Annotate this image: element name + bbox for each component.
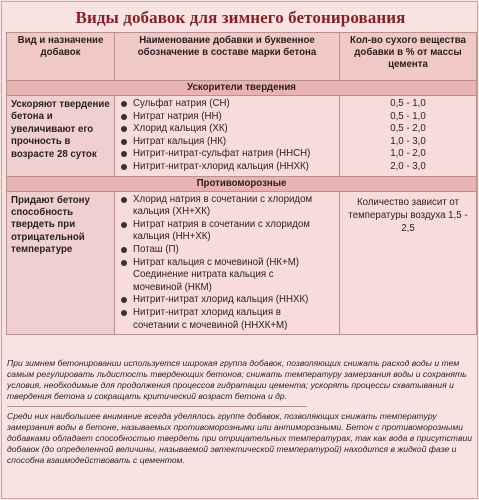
additive-amount: 2,0 - 3,0 (390, 160, 426, 172)
list-item (119, 307, 336, 332)
list-item (119, 194, 336, 219)
additive-name: Нитрат кальция с мочевиной (НК+М) (133, 256, 299, 268)
section-title-antifreeze: Противоморозные (7, 176, 477, 191)
additive-name: Хлорид кальция (ХК) (133, 123, 228, 135)
bullet-icon (121, 126, 127, 132)
list-item (119, 294, 336, 307)
bullet-icon (121, 222, 127, 228)
additive-amount: 1,0 - 3,0 (390, 135, 426, 147)
additive-name-cont: кальция (НН+ХК) (133, 231, 211, 243)
bullet-icon (121, 114, 127, 120)
note-paragraph-2: Среди них наибольшее внимание всегда уделялось группе добавок, позволяющих снижать температуру замерзания воды в бетоне, называемых противоморозными или антиморозными. Бетон с противоморозными добавками обладает способностью твердеть при отрицательных температурах, так как вода в присутствии добавок (до определенной величины, называемой эвтектической температурой) находится в жидкой фазе и способна взаимодействовать с цементом. (7, 411, 472, 465)
bullet-icon (121, 260, 127, 266)
bullet-icon (121, 139, 127, 145)
names-accelerators (115, 96, 340, 177)
header-name: Наименование добавки и буквенное обозначение в составе марки бетона (115, 33, 340, 81)
section-title-accelerators: Ускорители твердения (7, 81, 477, 96)
additive-name: Нитрит-нитрат хлорид кальция в (133, 306, 281, 318)
additive-name: Нитрит-нитрат-сульфат натрия (ННСН) (133, 148, 311, 160)
additive-name: Нитрат натрия в сочетании с хлоридом (133, 218, 310, 230)
additive-name: Нитрат кальция (НК) (133, 135, 227, 147)
additive-name: Соединение нитрата кальция с (133, 269, 274, 281)
list-item (119, 123, 336, 136)
names-antifreeze (115, 191, 340, 335)
additive-name: Нитрит-нитрат-хлорид кальция (ННХК) (133, 160, 309, 172)
additive-amount: 0,5 - 1,0 (390, 98, 426, 109)
table-row (7, 96, 477, 177)
list-item (119, 148, 336, 161)
additive-amount: 1,0 - 2,0 (390, 148, 426, 160)
additive-name-cont: мочевиной (НКМ) (133, 281, 212, 293)
values-accelerators (340, 96, 477, 177)
additive-name-cont: сочетании с мочевиной (ННХК+М) (133, 319, 288, 331)
list-item (119, 161, 336, 174)
bullet-icon (121, 197, 127, 203)
page-frame (1, 1, 478, 499)
page-title: Виды добавок для зимнего бетонирования (75, 8, 406, 27)
additive-name-cont: кальция (ХН+ХК) (133, 206, 211, 218)
header-amount: Кол-во сухого вещества добавки в % от массы цемента (340, 33, 477, 81)
additive-name: Нитрит-нитрат хлорид кальция (ННХК) (133, 294, 309, 306)
list-item (119, 111, 336, 124)
bullet-icon (121, 151, 127, 157)
additives-table (6, 32, 477, 335)
list-item (119, 257, 336, 270)
section-row-antifreeze (7, 176, 477, 191)
purpose-accelerators: Ускоряют твердение бетона и увеличивают его прочность в возрасте 28 суток (7, 96, 115, 177)
list-item (119, 98, 336, 111)
table-row (7, 191, 477, 335)
table-header-row (7, 33, 477, 81)
additive-name: Сульфат натрия (СН) (133, 98, 230, 109)
section-row-accelerators (7, 81, 477, 96)
additive-name: Нитрат натрия (НН) (133, 110, 222, 122)
divider (7, 406, 307, 407)
additive-amount: 0,5 - 1,0 (390, 110, 426, 122)
notes (7, 358, 475, 466)
bullet-icon (121, 247, 127, 253)
list-item (119, 219, 336, 244)
list-item (119, 269, 336, 294)
values-antifreeze: Количество зависит от температуры воздуха 1,5 - 2,5 (340, 191, 477, 335)
note-paragraph-1: При зимнем бетонировании используется широкая группа добавок, позволяющих снижать расход воды и тем самым регулировать льдистость твердеющих бетонов; снижать температуру замерзания воды и сохранять условия, необходимые для продолжения процессов гидратации цемента; ускорять процессы схватывания и твердения бетона и сокращать критический возраст бетона и др. (7, 358, 467, 401)
bullet-icon (121, 101, 127, 107)
bullet-icon (121, 310, 127, 316)
additive-name: Хлорид натрия в сочетании с хлоридом (133, 193, 313, 205)
purpose-antifreeze: Придают бетону способность твердеть при отрицательной температуре (7, 191, 115, 335)
header-purpose: Вид и назначение добавок (7, 33, 115, 81)
list-item (119, 136, 336, 149)
additive-name: Поташ (П) (133, 243, 179, 255)
list-item (119, 244, 336, 257)
bullet-icon (121, 164, 127, 170)
bullet-icon (121, 297, 127, 303)
additive-amount: 0,5 - 2,0 (390, 123, 426, 135)
